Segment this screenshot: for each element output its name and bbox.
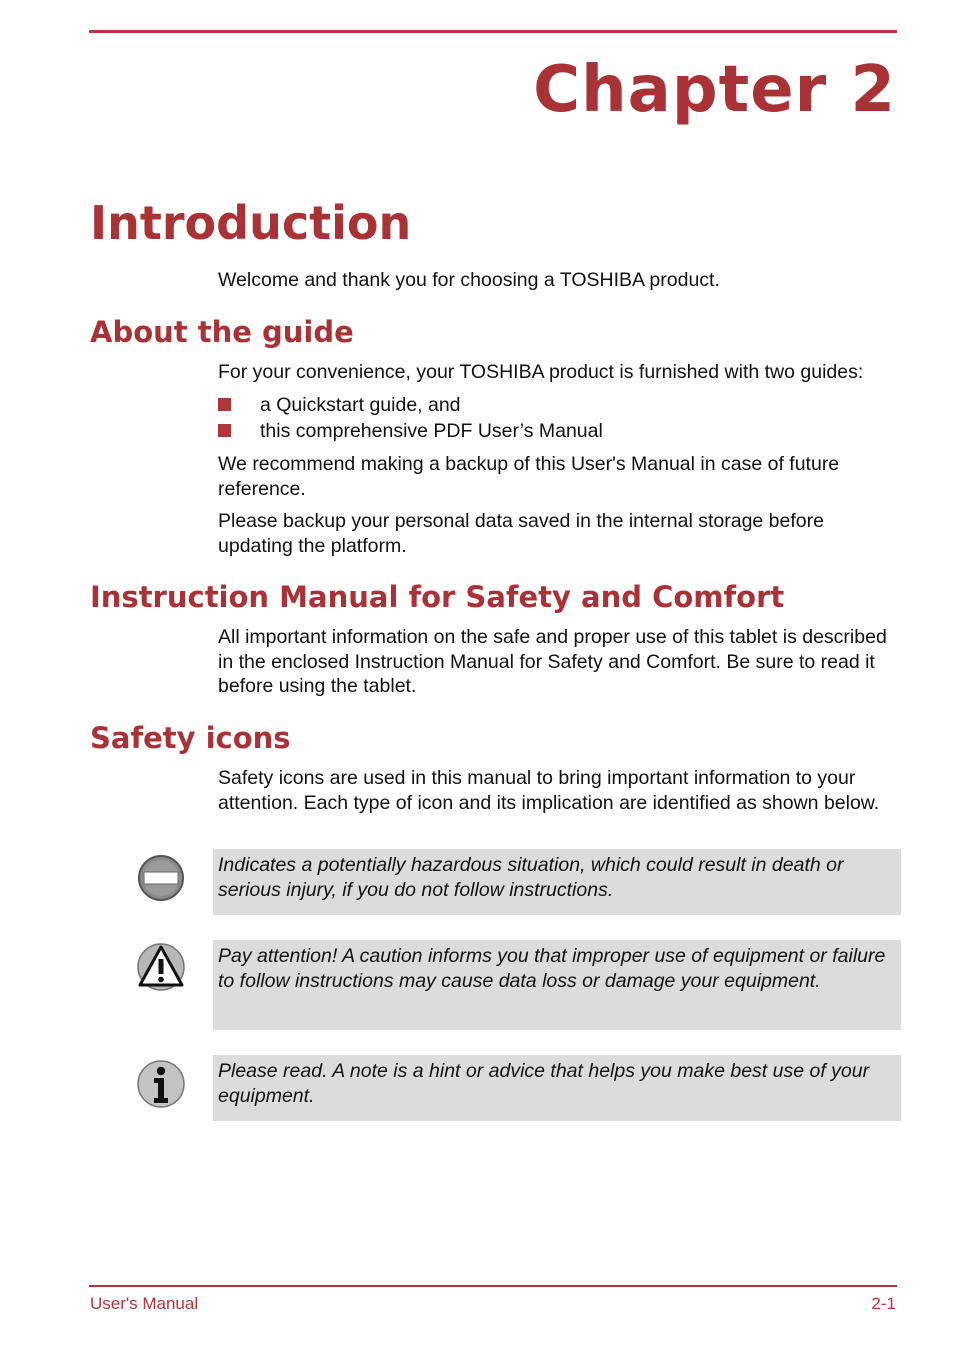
info-icon xyxy=(136,1059,186,1109)
bottom-rule xyxy=(89,1285,897,1287)
manual-text: All important information on the safe and proper use of this tablet is described in the enclosed Instruction Manual for Safety and Comfort. Be sure to read it before using the tablet. xyxy=(218,626,887,697)
note-text: Pay attention! A caution informs you that improper use of equipment or failure to follow instructions may cause data loss or damage your equipment. xyxy=(218,945,886,992)
backup-data-text: Please backup your personal data saved in the internal storage before updating the platform. xyxy=(218,510,824,557)
list-item xyxy=(218,393,603,419)
welcome-text: Welcome and thank you for choosing a TOSHIBA product. xyxy=(218,269,720,291)
safety-heading: Safety icons xyxy=(90,721,291,755)
top-rule xyxy=(89,30,897,33)
footer-title: User's Manual xyxy=(90,1294,199,1313)
bullet-square-icon xyxy=(218,424,231,437)
page-title: Introduction xyxy=(90,196,412,250)
manual-heading: Instruction Manual for Safety and Comfort xyxy=(90,580,785,614)
about-heading: About the guide xyxy=(90,315,354,349)
list-item xyxy=(218,419,603,445)
caution-note xyxy=(213,940,901,1030)
bullet-square-icon xyxy=(218,398,231,411)
guides-list xyxy=(218,393,603,445)
caution-icon xyxy=(136,942,186,992)
about-intro: For your convenience, your TOSHIBA product is furnished with two guides: xyxy=(218,361,864,383)
info-note xyxy=(213,1055,901,1121)
safety-intro: Safety icons are used in this manual to bring important information to your attention. Each type of icon and its implication are identified as shown below. xyxy=(218,767,880,814)
note-text: Please read. A note is a hint or advice that helps you make best use of your equipment. xyxy=(218,1060,870,1107)
list-item-text: a Quickstart guide, and xyxy=(260,394,461,416)
warning-note xyxy=(213,849,901,915)
list-item-text: this comprehensive PDF User’s Manual xyxy=(260,420,603,442)
page-number: 2-1 xyxy=(871,1294,896,1313)
prohibition-icon xyxy=(136,853,186,903)
backup-manual-text: We recommend making a backup of this User's Manual in case of future reference. xyxy=(218,453,840,500)
note-text: Indicates a potentially hazardous situation, which could result in death or serious injury, if you do not follow instructions. xyxy=(218,854,844,901)
chapter-label: Chapter 2 xyxy=(533,53,896,127)
